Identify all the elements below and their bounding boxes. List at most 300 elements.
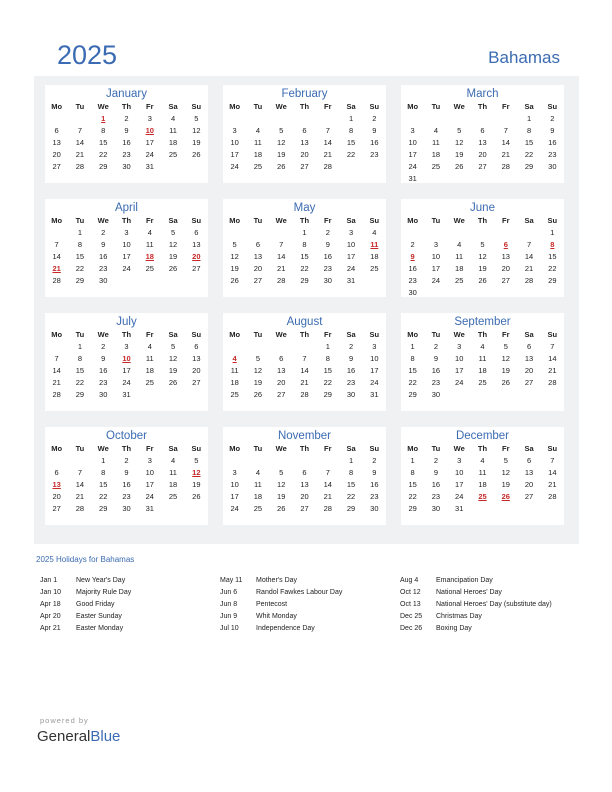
day-cell: 12 [478,252,487,261]
day-cell: 25 [145,378,154,387]
week-row [223,353,386,365]
month-march [401,85,564,183]
week-row [401,263,564,275]
week-row [45,365,208,377]
day-cell: 19 [277,150,286,159]
weekday-label: Th [121,444,132,453]
week-row [401,251,564,263]
day-cell: 10 [122,354,131,363]
day-cell: 28 [52,276,61,285]
day-cell: 26 [478,276,487,285]
day-cell: 8 [101,126,106,135]
day-cell: 3 [433,240,438,249]
day-cell: 2 [550,114,555,123]
day-cell: 19 [501,480,510,489]
day-cell: 24 [346,264,356,273]
day-cell: 28 [75,504,85,513]
day-cell: 29 [75,276,85,285]
day-cell: 20 [277,378,286,387]
weekday-label: Fr [502,216,510,225]
day-cell: 23 [431,492,441,501]
day-cell: 9 [433,354,438,363]
day-cell: 11 [478,354,487,363]
day-cell [494,227,517,239]
week-row [223,491,386,503]
day-cell: 28 [501,162,510,171]
day-cell: 26 [501,492,510,501]
weekday-label: Th [477,444,488,453]
weekday-header [45,215,208,227]
day-cell: 27 [501,276,510,285]
day-cell: 7 [279,240,284,249]
day-cell: 28 [300,390,309,399]
week-row [223,137,386,149]
week-row [401,161,564,173]
week-row [45,113,208,125]
weekday-label: Sa [346,102,356,111]
holidays-title: 2025 Holidays for Bahamas [36,555,135,564]
holiday-name: Pentecost [256,601,288,608]
day-cell: 22 [99,150,108,159]
week-row [45,341,208,353]
day-cell: 19 [168,366,178,375]
weekday-label: Th [121,102,132,111]
day-cell: 18 [168,138,178,147]
powered-by-label: powered by [40,716,89,725]
day-cell: 11 [254,480,262,489]
day-cell [246,341,269,353]
day-cell: 30 [548,162,557,171]
day-cell: 1 [101,114,106,123]
day-cell [471,503,494,515]
day-cell: 17 [408,150,417,159]
day-cell: 28 [548,378,557,387]
month-june [401,199,564,297]
weekday-header [223,443,386,455]
day-cell: 20 [524,366,534,375]
week-row [45,503,208,515]
day-cell: 14 [52,252,61,261]
holiday-name: Whit Monday [256,613,297,620]
weekday-label: Fr [502,102,510,111]
weekday-label: Sa [168,330,178,339]
day-cell: 11 [169,468,177,477]
weekday-label: Fr [146,330,154,339]
day-cell: 5 [194,114,199,123]
day-cell: 2 [372,456,377,465]
day-cell [401,113,424,125]
holiday-name: New Year's Day [76,577,126,584]
day-cell: 21 [75,492,85,501]
day-cell: 12 [277,480,286,489]
day-cell: 20 [524,480,534,489]
day-cell: 24 [122,264,131,273]
week-row [45,389,208,401]
day-cell: 4 [147,342,152,351]
day-cell: 5 [232,240,237,249]
day-cell: 6 [302,468,307,477]
day-cell: 2 [124,114,129,123]
weekday-header [401,215,564,227]
day-cell: 13 [192,240,201,249]
day-cell: 31 [346,276,356,285]
holiday-row [40,623,131,635]
day-cell [246,455,269,467]
day-cell: 14 [75,480,85,489]
day-cell: 24 [455,492,464,501]
day-cell: 26 [192,492,201,501]
day-cell [316,113,339,125]
day-cell: 17 [145,480,154,489]
weekday-label: Tu [75,216,85,225]
day-cell: 24 [230,162,239,171]
day-cell: 22 [548,264,557,273]
day-cell: 14 [300,366,309,375]
day-cell: 23 [370,150,379,159]
week-row [401,467,564,479]
holiday-date: May 11 [220,577,243,584]
day-cell: 16 [548,138,557,147]
week-row [45,149,208,161]
day-cell: 29 [408,390,417,399]
day-cell: 24 [145,150,154,159]
day-cell: 13 [277,366,286,375]
month-may [223,199,386,297]
day-cell: 26 [168,264,178,273]
weekday-label: Fr [146,216,154,225]
day-cell: 1 [410,456,415,465]
day-cell [223,227,246,239]
day-cell [494,287,517,299]
calendar-grid [45,85,564,525]
week-row [401,137,564,149]
day-cell: 18 [478,480,487,489]
day-cell [448,389,471,401]
week-row [401,491,564,503]
day-cell: 8 [302,240,307,249]
day-cell: 28 [277,276,286,285]
day-cell: 26 [277,504,286,513]
day-cell: 16 [346,366,356,375]
holiday-name: Emancipation Day [436,577,493,584]
day-cell: 24 [431,276,441,285]
week-row [401,377,564,389]
day-cell [223,455,246,467]
weekday-header [401,329,564,341]
day-cell: 24 [230,504,239,513]
day-cell [68,113,91,125]
day-cell: 16 [370,480,379,489]
day-cell: 1 [302,228,307,237]
week-row [223,479,386,491]
day-cell: 15 [323,366,332,375]
day-cell: 20 [52,492,61,501]
weekday-label: We [453,102,465,111]
holiday-name: Good Friday [76,601,115,608]
holiday-name: Easter Sunday [76,613,122,620]
day-cell: 27 [253,276,263,285]
day-cell: 3 [348,228,354,237]
day-cell: 4 [457,240,462,249]
day-cell [270,341,293,353]
day-cell: 19 [168,252,178,261]
week-row [401,125,564,137]
day-cell: 10 [346,240,356,249]
day-cell: 23 [431,378,441,387]
day-cell: 16 [323,252,332,261]
week-row [45,161,208,173]
weekday-label: Tu [75,330,85,339]
day-cell: 25 [431,162,441,171]
day-cell: 6 [54,126,59,135]
day-cell: 4 [255,126,260,135]
weekday-label: Su [547,444,558,453]
logo-blue-text: Blue [90,728,121,745]
day-cell [494,503,517,515]
week-row [223,365,386,377]
month-september [401,313,564,411]
weekday-label: We [453,330,465,339]
weekday-label: Fr [324,216,332,225]
day-cell: 24 [455,378,464,387]
day-cell: 8 [410,354,415,363]
day-cell [316,455,339,467]
day-cell [541,503,564,515]
week-row [223,263,386,275]
month-name: July [116,316,137,328]
month-april [45,199,208,297]
day-cell: 22 [75,378,85,387]
day-cell: 31 [455,504,464,513]
day-cell: 4 [480,456,485,465]
day-cell: 29 [75,390,85,399]
weekday-label: Fr [324,444,332,453]
week-row [45,353,208,365]
weekday-label: Tu [75,444,85,453]
day-cell: 17 [346,252,356,261]
day-cell: 22 [408,492,417,501]
day-cell: 12 [192,468,201,477]
week-row [45,125,208,137]
weekday-label: Su [547,216,558,225]
weekday-header [223,101,386,113]
day-cell: 15 [346,138,356,147]
day-cell [68,455,91,467]
day-cell: 12 [455,138,464,147]
month-name: December [455,430,510,442]
day-cell: 1 [348,456,354,465]
day-cell: 5 [279,468,284,477]
day-cell: 13 [300,480,309,489]
weekday-label: Sa [168,444,178,453]
week-row [401,455,564,467]
day-cell: 14 [75,138,85,147]
day-cell: 9 [101,354,106,363]
weekday-label: Sa [168,102,178,111]
day-cell [471,227,494,239]
day-cell: 13 [300,138,309,147]
day-cell: 14 [548,468,557,477]
day-cell [448,227,471,239]
day-cell: 9 [410,252,415,261]
weekday-label: Fr [146,444,154,453]
week-row [45,275,208,287]
day-cell: 13 [52,138,61,147]
day-cell: 15 [75,366,85,375]
day-cell: 25 [253,504,263,513]
day-cell: 6 [526,456,532,465]
day-cell [517,173,540,185]
holiday-date: Dec 26 [400,625,423,632]
weekday-label: Fr [502,444,510,453]
day-cell: 16 [99,252,108,261]
day-cell: 21 [524,264,534,273]
week-row [45,467,208,479]
day-cell: 26 [192,150,201,159]
weekday-label: Th [477,216,488,225]
weekday-label: Tu [253,216,263,225]
month-december [401,427,564,525]
holiday-date: Jan 1 [40,577,58,584]
day-cell: 4 [255,468,260,477]
day-cell: 3 [124,342,129,351]
day-cell: 3 [457,456,462,465]
day-cell: 27 [52,162,61,171]
month-october [45,427,208,525]
day-cell: 10 [122,240,131,249]
day-cell: 21 [323,150,332,159]
day-cell: 8 [348,126,354,135]
week-row [223,161,386,173]
day-cell: 16 [122,480,131,489]
weekday-header [45,101,208,113]
holiday-name: National Heroes' Day [436,589,502,596]
day-cell: 25 [370,264,379,273]
day-cell: 31 [145,162,154,171]
day-cell: 24 [408,162,417,171]
week-row [401,389,564,401]
week-row [401,287,564,299]
weekday-label: We [453,216,465,225]
day-cell: 3 [232,468,237,477]
day-cell: 19 [277,492,286,501]
day-cell: 29 [524,162,534,171]
holiday-date: Oct 12 [400,589,421,596]
weekday-label: Sa [524,216,534,225]
week-row [223,275,386,287]
day-cell: 10 [145,468,154,477]
day-cell: 12 [253,366,263,375]
week-row [223,113,386,125]
day-cell: 29 [300,276,309,285]
day-cell: 4 [372,228,377,237]
weekday-header [401,101,564,113]
day-cell: 26 [277,162,286,171]
weekday-label: Mo [229,216,241,225]
day-cell: 7 [325,126,330,135]
day-cell: 13 [253,252,263,261]
day-cell: 29 [99,504,108,513]
day-cell: 30 [408,288,417,297]
month-name: May [293,202,316,214]
day-cell: 23 [99,264,108,273]
holiday-row [40,587,131,599]
day-cell: 2 [348,342,354,351]
day-cell: 18 [145,366,154,375]
day-cell: 12 [192,126,201,135]
day-cell: 15 [75,252,85,261]
day-cell: 6 [503,240,508,249]
day-cell: 27 [524,378,534,387]
weekday-label: Tu [431,330,441,339]
day-cell: 10 [455,354,464,363]
day-cell: 16 [408,264,417,273]
day-cell [45,227,68,239]
day-cell: 6 [526,342,532,351]
day-cell: 20 [478,150,487,159]
day-cell: 11 [455,252,464,261]
day-cell: 13 [524,468,534,477]
weekday-label: Su [369,102,380,111]
day-cell: 7 [550,456,555,465]
week-row [401,227,564,239]
weekday-label: Tu [431,444,441,453]
day-cell [494,389,517,401]
day-cell: 10 [230,480,239,489]
month-january [45,85,208,183]
day-cell: 11 [145,354,154,363]
day-cell [161,161,184,173]
weekday-label: We [275,444,287,453]
day-cell: 22 [300,264,309,273]
day-cell: 11 [370,240,379,249]
day-cell: 27 [300,504,309,513]
weekday-label: Mo [51,444,63,453]
day-cell: 18 [431,150,441,159]
day-cell [293,455,316,467]
holiday-row [220,599,342,611]
weekday-label: Mo [51,216,63,225]
day-cell: 17 [145,138,154,147]
week-row [45,455,208,467]
day-cell [270,113,293,125]
day-cell: 3 [147,456,152,465]
day-cell [293,341,316,353]
generalblue-logo[interactable] [37,728,120,745]
day-cell: 11 [478,468,487,477]
day-cell [541,287,564,299]
day-cell: 10 [370,354,379,363]
day-cell: 4 [232,354,237,363]
day-cell: 15 [524,138,534,147]
day-cell: 3 [410,126,415,135]
day-cell: 21 [323,492,332,501]
day-cell [517,503,540,515]
day-cell [270,455,293,467]
weekday-label: Sa [346,216,356,225]
day-cell: 23 [122,492,131,501]
day-cell: 6 [255,240,260,249]
day-cell: 22 [346,150,356,159]
day-cell [293,113,316,125]
week-row [223,251,386,263]
day-cell: 18 [370,252,379,261]
day-cell [339,161,362,173]
day-cell: 30 [99,390,108,399]
day-cell: 25 [145,264,154,273]
day-cell: 1 [526,114,532,123]
day-cell: 29 [408,504,417,513]
